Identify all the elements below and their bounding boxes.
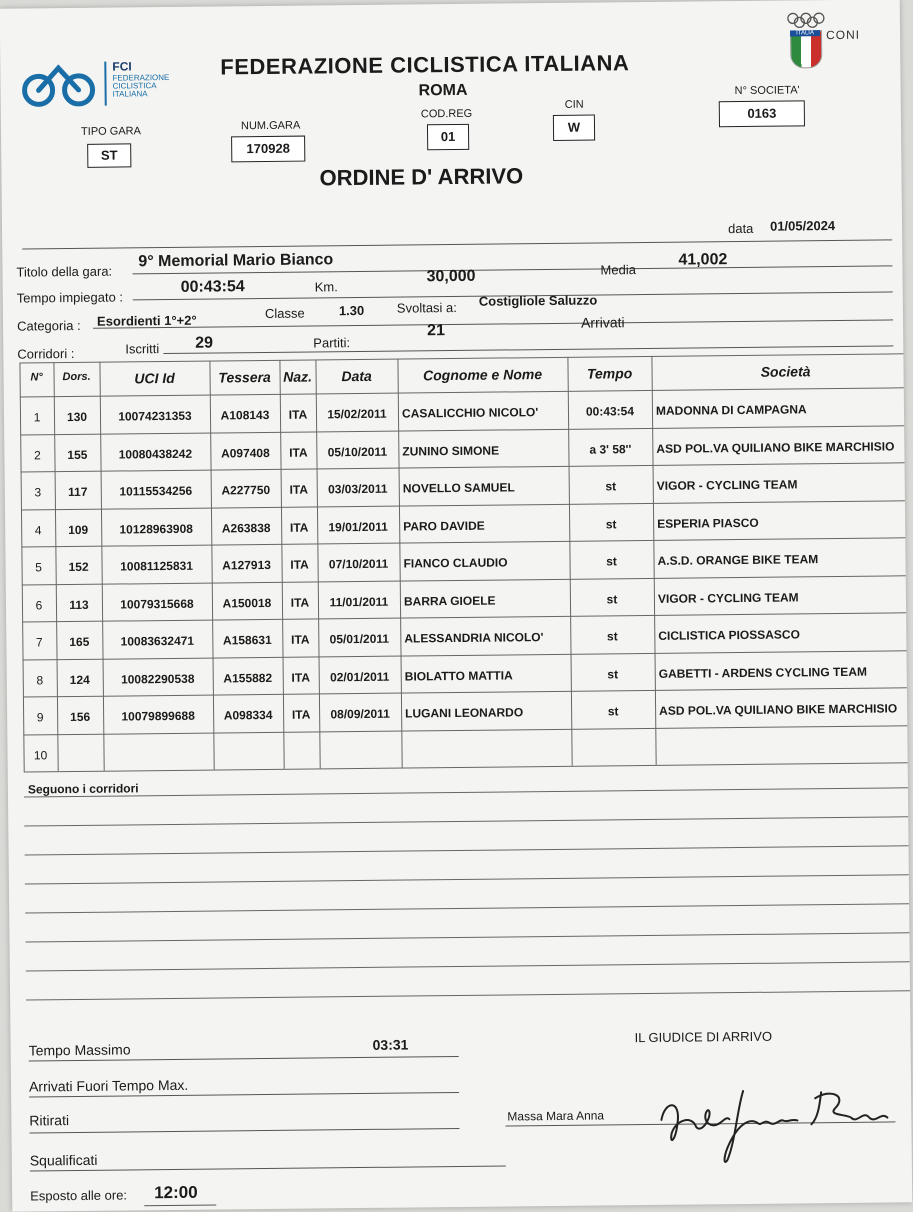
table-cell: MADONNA DI CAMPAGNA [652,401,912,418]
table-cell: 10082290538 [103,671,213,686]
table-cell: 1 [20,410,54,424]
table-cell: ITA [282,595,318,609]
table-cell: NOVELLO SAMUEL [399,480,569,496]
table-cell: st [571,666,655,681]
table-cell: st [571,704,655,719]
table-cell: A108143 [210,408,280,423]
table-cell: BARRA GIOELE [400,592,570,608]
categoria-label: Categoria : [17,318,81,334]
ruled-line [24,816,908,826]
table-header-cell: N° [20,371,54,383]
table-cell: 05/10/2011 [316,444,398,459]
table-header-cell: Tempo [567,365,651,382]
federation-title: FEDERAZIONE CICLISTICA ITALIANA [220,50,629,80]
classe-value: 1.30 [339,303,364,318]
table-cell: 10080438242 [100,446,210,461]
media-value: 41,002 [678,251,727,270]
table-header-cell: Data [316,368,398,385]
squalificati-label: Squalificati [30,1152,98,1169]
results-table [19,353,912,772]
giudice-label: IL GIUDICE DI ARRIVO [634,1029,772,1045]
fci-logo [18,59,191,113]
table-cell: 156 [57,710,103,724]
titolo-label: Titolo della gara: [16,264,112,280]
svoltasi-value: Costigliole Saluzzo [479,293,598,309]
ruled-line [25,903,909,913]
coni-text: CONI [826,28,860,42]
table-cell: a 3' 58'' [568,441,652,456]
tempo-label: Tempo impiegato : [17,289,123,305]
table-cell: PARO DAVIDE [399,517,569,533]
tempo-value: 00:43:54 [181,278,245,297]
table-cell: A158631 [212,633,282,648]
tipo-gara-label: TIPO GARA [81,125,141,138]
table-cell: FIANCO CLAUDIO [399,555,569,571]
table-cell: ASD POL.VA QUILIANO BIKE MARCHISIO [655,701,912,718]
table-header-cell: Società [651,362,912,381]
table-cell: 9 [23,710,57,724]
table-cell: CASALICCHIO NICOLO' [398,405,568,421]
table-cell: 4 [21,523,55,537]
table-cell: VIGOR - CYCLING TEAM [654,589,912,606]
esposto-value: 12:00 [154,1183,198,1203]
race-date: 01/05/2024 [770,218,835,234]
table-cell: ALESSANDRIA NICOLO' [400,630,570,646]
race-title: 9° Memorial Mario Bianco [138,251,333,271]
table-cell: 05/01/2011 [318,632,400,647]
table-cell: 10074231353 [100,409,210,424]
iscritti-value: 29 [195,335,213,353]
table-cell: 152 [56,560,102,574]
data-label: data [728,221,753,236]
table-cell: ITA [281,557,317,571]
table-cell: st [570,591,654,606]
table-cell: 08/09/2011 [319,707,401,722]
table-cell: A127913 [211,558,281,573]
ruled-line [26,990,910,1000]
logo-fci-text: FCI [112,59,131,73]
ruled-line [26,961,910,971]
tipo-gara-box: ST [87,143,131,167]
table-cell: 113 [56,597,102,611]
num-gara-label: NUM.GARA [241,120,300,133]
esposto-label: Esposto alle ore: [30,1187,127,1203]
table-cell: ITA [280,445,316,459]
table-cell: 03/03/2011 [317,482,399,497]
judge-signature [651,1077,902,1170]
city-name: ROMA [419,82,468,101]
table-cell: 10128963908 [101,521,211,536]
table-cell: 10083632471 [102,634,212,649]
km-label: Km. [315,279,338,294]
table-header-cell: Cognome e Nome [398,366,568,384]
table-cell: 10 [23,748,57,762]
svoltasi-label: Svoltasi a: [397,300,457,316]
table-cell: 15/02/2011 [316,407,398,422]
table-cell: st [569,479,653,494]
table-cell: 5 [22,560,56,574]
table-cell: A098334 [213,708,283,723]
table-cell: 10079315668 [102,596,212,611]
cod-reg-label: COD.REG [421,108,472,121]
table-cell: ESPERIA PIASCO [653,514,912,531]
table-cell: 124 [57,672,103,686]
seguono-lines [24,787,910,1026]
table-cell: 6 [22,598,56,612]
table-cell: A227750 [211,483,281,498]
table-cell: VIGOR - CYCLING TEAM [653,476,913,493]
table-cell: 02/01/2011 [319,669,401,684]
table-cell: st [570,629,654,644]
table-cell: 00:43:54 [568,404,652,419]
table-cell: 155 [54,447,100,461]
table-cell: ZUNINO SIMONE [398,442,568,458]
table-cell: 10079899688 [103,709,213,724]
table-cell: ITA [280,407,316,421]
table-cell: 10081125831 [102,559,212,574]
cin-box: W [553,115,595,141]
table-cell: A.S.D. ORANGE BIKE TEAM [653,551,912,568]
km-value: 30,000 [426,268,475,287]
table-header-cell: Dors. [54,371,100,383]
corridori-label: Corridori : [17,346,74,362]
table-cell: ITA [282,632,318,646]
table-cell: st [569,554,653,569]
media-label: Media [600,262,636,277]
logo-sub-text: FEDERAZIONE CICLISTICA ITALIANA [112,74,184,99]
bicycle-logo-icon [18,60,101,111]
table-cell: 130 [54,410,100,424]
table-cell: A155882 [213,670,283,685]
table-cell: 3 [21,485,55,499]
table-cell: 165 [56,635,102,649]
table-cell: BIOLATTO MATTIA [401,667,571,683]
table-header-cell: UCI Id [100,370,210,387]
table-cell: 10115534256 [101,484,211,499]
num-gara-box: 170928 [231,136,305,163]
table-header-cell: Naz. [280,368,316,384]
table-cell: GABETTI - ARDENS CYCLING TEAM [655,664,913,681]
table-cell: ITA [281,520,317,534]
tempo-massimo-label: Tempo Massimo [29,1041,131,1058]
table-header-cell: Tessera [210,369,280,386]
coni-logo [784,11,885,72]
ruled-line [25,845,909,855]
table-cell: CICLISTICA PIOSSASCO [654,626,912,643]
olympic-rings-icon [786,12,826,28]
table-cell: A150018 [212,595,282,610]
table-cell: 7 [22,635,56,649]
table-cell: A263838 [211,520,281,535]
classe-label: Classe [265,306,305,321]
giudice-name: Massa Mara Anna [507,1108,604,1123]
ruled-line [24,787,908,797]
categoria-value: Esordienti 1°+2° [97,313,197,329]
table-cell: ITA [283,707,319,721]
n-societa-box: 0163 [719,100,805,127]
table-cell: 2 [20,448,54,462]
table-cell: ITA [283,670,319,684]
table-cell: ITA [281,482,317,496]
ritirati-label: Ritirati [29,1112,69,1128]
iscritti-label: Iscritti [125,341,159,356]
italia-badge: ITALIA [790,30,820,36]
partiti-value: 21 [427,322,445,340]
table-cell: 11/01/2011 [318,594,400,609]
n-societa-label: N° SOCIETA' [735,84,800,97]
ruled-line [25,932,909,942]
table-cell: LUGANI LEONARDO [401,705,571,721]
table-cell: 19/01/2011 [317,519,399,534]
document-title: ORDINE D' ARRIVO [319,163,523,191]
table-cell: 8 [23,673,57,687]
table-cell: ASD POL.VA QUILIANO BIKE MARCHISIO [652,439,912,456]
cin-label: CIN [565,99,584,111]
ruled-line [25,874,909,884]
cod-reg-box: 01 [427,124,469,150]
fuori-tempo-label: Arrivati Fuori Tempo Max. [29,1077,188,1095]
table-cell: st [569,516,653,531]
table-cell: 07/10/2011 [317,557,399,572]
partiti-label: Partiti: [313,335,350,350]
table-cell: A097408 [210,445,280,460]
arrivati-label: Arrivati [581,314,625,330]
table-cell: 109 [55,522,101,536]
tempo-massimo-value: 03:31 [373,1037,409,1053]
seguono-label: Seguono i corridori [28,781,139,796]
table-cell: 117 [55,485,101,499]
